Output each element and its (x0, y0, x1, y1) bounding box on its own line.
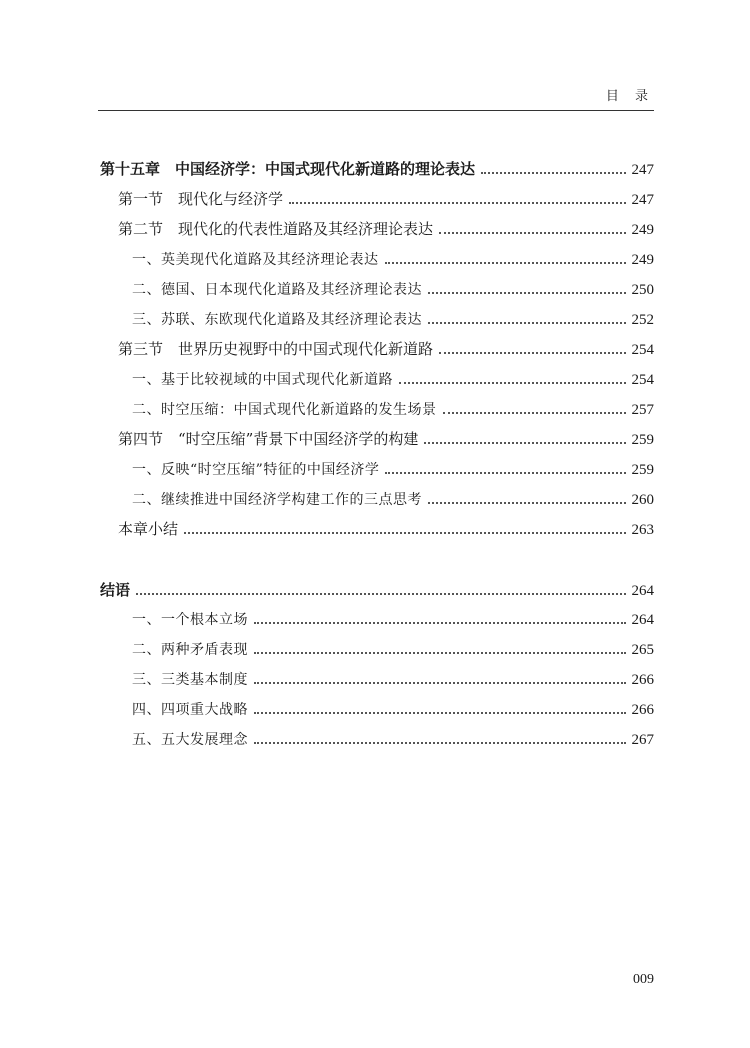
toc-entry-chapter-15[interactable] (0, 155, 750, 179)
toc-entry-title: 五、五大发展理念 (132, 732, 248, 748)
toc-entry-title: 第三节 世界历史视野中的中国式现代化新道路 (118, 340, 434, 358)
toc-entry-title: 二、两种矛盾表现 (132, 642, 248, 658)
toc-entry-page: 266 (631, 702, 654, 718)
toc-entry-page: 264 (631, 612, 654, 628)
toc-entry-page: 260 (631, 492, 654, 508)
toc-leader-dots (428, 322, 626, 324)
toc-leader-dots (254, 622, 626, 624)
toc-entry-page: 257 (631, 402, 654, 418)
toc-entry-page: 252 (631, 312, 654, 328)
toc-entry-page: 254 (631, 342, 654, 358)
toc-entry-page: 249 (631, 252, 654, 268)
toc-entry-title: 四、四项重大战略 (132, 702, 248, 718)
toc-entry-item[interactable] (0, 485, 750, 509)
toc-entry-page: 264 (631, 583, 654, 599)
toc-entry-title: 第一节 现代化与经济学 (118, 190, 284, 208)
toc-leader-dots (254, 652, 626, 654)
toc-entry-title: 结语 (100, 581, 131, 599)
toc-entry-item[interactable] (0, 245, 750, 269)
toc-entry-page: 250 (631, 282, 654, 298)
toc-leader-dots (439, 352, 625, 354)
toc-leader-dots (428, 292, 626, 294)
toc-leader-dots (428, 502, 626, 504)
toc-leader-dots (289, 202, 625, 204)
toc-entry-title: 第四节 “时空压缩”背景下中国经济学的构建 (118, 430, 419, 448)
toc-entry-section-1[interactable] (0, 185, 750, 209)
toc-entry-page: 247 (631, 162, 654, 178)
running-header-title: 目 录 (605, 89, 654, 104)
header-divider (98, 110, 654, 111)
toc-entry-page: 254 (631, 372, 654, 388)
toc-leader-dots (399, 382, 626, 384)
toc-entry-item[interactable] (0, 305, 750, 329)
toc-entry-title: 一、反映“时空压缩”特征的中国经济学 (132, 462, 380, 478)
toc-leader-dots (254, 742, 626, 744)
toc-leader-dots (385, 262, 626, 264)
toc-entry-section-4[interactable] (0, 425, 750, 449)
toc-entry-title: 一、基于比较视域的中国式现代化新道路 (132, 372, 393, 388)
toc-leader-dots (136, 593, 625, 595)
toc-entry-item[interactable] (0, 365, 750, 389)
toc-entry-section-2[interactable] (0, 215, 750, 239)
toc-entry-page: 265 (631, 642, 654, 658)
toc-entry-title: 二、时空压缩：中国式现代化新道路的发生场景 (132, 402, 437, 418)
footer-page-number: 009 (633, 972, 654, 987)
toc-entry-item[interactable] (0, 275, 750, 299)
toc-entry-title: 二、德国、日本现代化道路及其经济理论表达 (132, 282, 422, 298)
toc-leader-dots (184, 532, 625, 534)
toc-leader-dots (254, 712, 626, 714)
toc-entry-title: 第二节 现代化的代表性道路及其经济理论表达 (118, 220, 434, 238)
toc-entry-item[interactable] (0, 725, 750, 749)
toc-leader-dots (385, 472, 625, 474)
toc-leader-dots (443, 412, 626, 414)
toc-entry-page: 259 (631, 432, 654, 448)
toc-entry-title: 三、苏联、东欧现代化道路及其经济理论表达 (132, 312, 422, 328)
toc-entry-page: 259 (631, 462, 654, 478)
toc-entry-title: 第十五章 中国经济学：中国式现代化新道路的理论表达 (100, 160, 476, 178)
toc-entry-section-3[interactable] (0, 335, 750, 359)
toc-entry-title: 二、继续推进中国经济学构建工作的三点思考 (132, 492, 422, 508)
toc-entry-item[interactable] (0, 665, 750, 689)
toc-entry-item[interactable] (0, 605, 750, 629)
toc-entry-title: 三、三类基本制度 (132, 672, 248, 688)
toc-entry-conclusion[interactable] (0, 576, 750, 600)
toc-entry-page: 263 (631, 522, 654, 538)
toc-entry-chapter-summary[interactable] (0, 515, 750, 539)
toc-entry-item[interactable] (0, 395, 750, 419)
toc-entry-page: 249 (631, 222, 654, 238)
toc-entry-page: 267 (631, 732, 654, 748)
toc-entry-page: 266 (631, 672, 654, 688)
toc-leader-dots (254, 682, 626, 684)
toc-leader-dots (439, 232, 625, 234)
toc-entry-title: 一、英美现代化道路及其经济理论表达 (132, 252, 379, 268)
toc-leader-dots (481, 172, 625, 174)
toc-entry-title: 一、一个根本立场 (132, 612, 248, 628)
toc-entry-page: 247 (631, 192, 654, 208)
toc-entry-title: 本章小结 (118, 520, 179, 538)
toc-entry-item[interactable] (0, 455, 750, 479)
toc-entry-item[interactable] (0, 635, 750, 659)
toc-entry-item[interactable] (0, 695, 750, 719)
toc-leader-dots (424, 442, 625, 444)
